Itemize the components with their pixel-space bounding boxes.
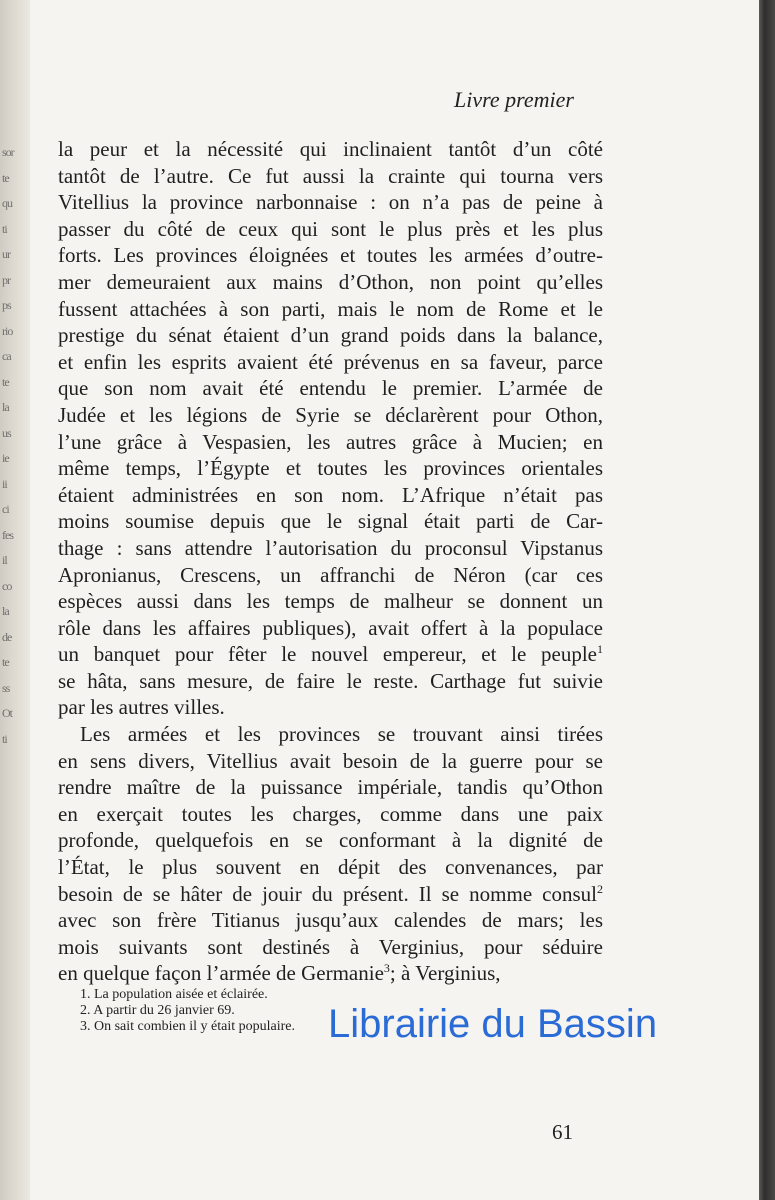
bleed-fragment: rio xyxy=(2,323,13,338)
watermark: Librairie du Bassin xyxy=(328,1002,658,1046)
text-segment: tantôt de l’autre. Ce fut aussi la crainte qui tourna vers xyxy=(58,163,603,188)
text-segment: besoin de se hâter de jouir du présent. Il se nomme consul xyxy=(58,881,597,906)
footnote-reference: 2 xyxy=(597,881,603,896)
bleed-fragment: co xyxy=(2,578,12,593)
text-line xyxy=(58,163,603,190)
text-line xyxy=(58,375,603,402)
text-line xyxy=(58,721,603,748)
text-line xyxy=(58,694,603,721)
text-segment: thage : sans attendre l’autorisation du proconsul Vipstanus xyxy=(58,535,603,560)
text-line xyxy=(58,296,603,323)
text-segment: même temps, l’Égypte et toutes les provinces orientales xyxy=(58,456,603,481)
text-segment: et enfin les esprits avaient été prévenus en sa faveur, parce xyxy=(58,349,603,374)
footnote: 1. La population aisée et éclairée. xyxy=(80,987,268,1002)
text-line xyxy=(58,429,603,456)
text-line xyxy=(58,641,603,668)
text-segment: Apronianus, Crescens, un affranchi de Néron (car ces xyxy=(58,562,603,587)
text-segment: l’une grâce à Vespasien, les autres grâce à Mucien; en xyxy=(58,429,603,454)
bleed-fragment: sor xyxy=(2,145,14,159)
text-segment: rendre maître de la puissance impériale, tandis qu’Othon xyxy=(58,775,603,800)
bleed-fragment: de xyxy=(2,629,12,644)
text-line xyxy=(58,668,603,695)
text-line xyxy=(58,322,603,349)
text-line xyxy=(58,827,603,854)
bleed-fragment: te xyxy=(2,170,9,185)
text-line xyxy=(58,588,603,615)
text-segment: par les autres villes. xyxy=(58,695,225,720)
book-cover-edge xyxy=(759,0,775,1200)
text-line xyxy=(58,136,603,163)
text-segment: passer du côté de ceux qui sont le plus près et les plus xyxy=(58,216,603,241)
text-line xyxy=(58,189,603,216)
text-line xyxy=(58,482,603,509)
bleed-fragment: ca xyxy=(2,349,11,363)
text-segment: étaient administrées en son nom. L’Afrique n’était pas xyxy=(58,482,603,507)
text-line xyxy=(58,535,603,562)
text-segment: Les armées et les provinces se trouvant ainsi tirées xyxy=(80,722,603,747)
text-line xyxy=(58,349,603,376)
text-line xyxy=(58,615,603,642)
bleed-fragment: te xyxy=(2,374,9,389)
bleed-fragment: qu xyxy=(2,196,12,210)
text-line xyxy=(58,907,603,934)
bleed-fragment: ie xyxy=(2,451,9,465)
text-line xyxy=(58,402,603,429)
text-segment: se hâta, sans mesure, de faire le reste. Carthage fut suivie xyxy=(58,668,603,693)
bleed-fragment: Ot xyxy=(2,706,12,720)
text-segment: avec son frère Titianus jusqu’aux calendes de mars; les xyxy=(58,908,603,933)
text-line xyxy=(58,801,603,828)
bleed-fragment: ii xyxy=(2,476,7,491)
bleed-fragment: us xyxy=(2,425,11,440)
footnote: 2. A partir du 26 janvier 69. xyxy=(80,1003,235,1018)
bleed-fragment: fes xyxy=(2,527,13,542)
bleed-fragment: ss xyxy=(2,680,10,695)
text-segment: la peur et la nécessité qui inclinaient tantôt d’un côté xyxy=(58,137,603,161)
text-segment: un banquet pour fêter le nouvel empereur, et le peuple xyxy=(58,642,597,667)
text-line xyxy=(58,934,603,961)
text-line xyxy=(58,508,603,535)
text-line xyxy=(58,960,603,987)
bleed-fragment: ur xyxy=(2,247,10,261)
bleed-fragment: pr xyxy=(2,272,10,287)
text-segment: ; à Verginius, xyxy=(389,961,501,986)
text-segment: en exerçait toutes les charges, comme dans une paix xyxy=(58,801,603,826)
bleed-fragment: ci xyxy=(2,502,9,516)
bleed-fragment: la xyxy=(2,400,9,414)
text-segment: Judée et les légions de Syrie se déclarèrent pour Othon, xyxy=(58,402,603,427)
text-line xyxy=(58,216,603,243)
text-line xyxy=(58,748,603,775)
text-line xyxy=(58,854,603,881)
text-segment: profonde, quelquefois en se conformant à la dignité de xyxy=(58,828,603,853)
text-segment: en sens divers, Vitellius avait besoin de la guerre pour se xyxy=(58,748,603,773)
text-segment: en quelque façon l’armée de Germanie xyxy=(58,961,384,986)
text-segment: mer demeuraient aux mains d’Othon, non point qu’elles xyxy=(58,269,603,294)
text-segment: rôle dans les affaires publiques), avait offert à la populace xyxy=(58,615,603,640)
text-segment: l’État, le plus souvent en dépit des convenances, par xyxy=(58,855,603,880)
text-line xyxy=(58,455,603,482)
text-segment: mois suivants sont destinés à Verginius, pour séduire xyxy=(58,934,603,959)
text-line xyxy=(58,881,603,908)
text-segment: forts. Les provinces éloignées et toutes les armées d’outre- xyxy=(58,243,603,268)
body-text xyxy=(58,136,603,987)
running-head: Livre premier xyxy=(454,87,574,112)
footnote: 3. On sait combien il y était populaire. xyxy=(80,1019,296,1034)
text-segment: espèces aussi dans les temps de malheur se donnent un xyxy=(58,589,603,614)
text-segment: fussent attachées à son parti, mais le nom de Rome et le xyxy=(58,296,603,321)
bleed-fragment: ps xyxy=(2,298,11,312)
bleed-fragment: la xyxy=(2,604,9,618)
bleed-fragment: ti xyxy=(2,731,7,746)
footnote-reference: 3 xyxy=(383,961,390,976)
text-line xyxy=(58,269,603,296)
text-line xyxy=(58,562,603,589)
text-line xyxy=(58,242,603,269)
bleed-fragment: ti xyxy=(2,221,7,236)
text-line xyxy=(58,774,603,801)
text-segment: que son nom avait été entendu le premier. L’armée de xyxy=(58,376,603,401)
page-number: 61 xyxy=(552,1120,573,1144)
text-segment: moins soumise depuis que le signal était parti de Car- xyxy=(58,509,603,534)
bleed-fragment: te xyxy=(2,655,9,669)
footnote-reference: 1 xyxy=(597,642,603,657)
text-segment: prestige du sénat étaient d’un grand poids dans la balance, xyxy=(58,323,603,348)
previous-page-edge xyxy=(0,0,30,1200)
bleed-fragment: il xyxy=(2,553,7,567)
text-segment: Vitellius la province narbonnaise : on n’a pas de peine à xyxy=(58,190,603,215)
